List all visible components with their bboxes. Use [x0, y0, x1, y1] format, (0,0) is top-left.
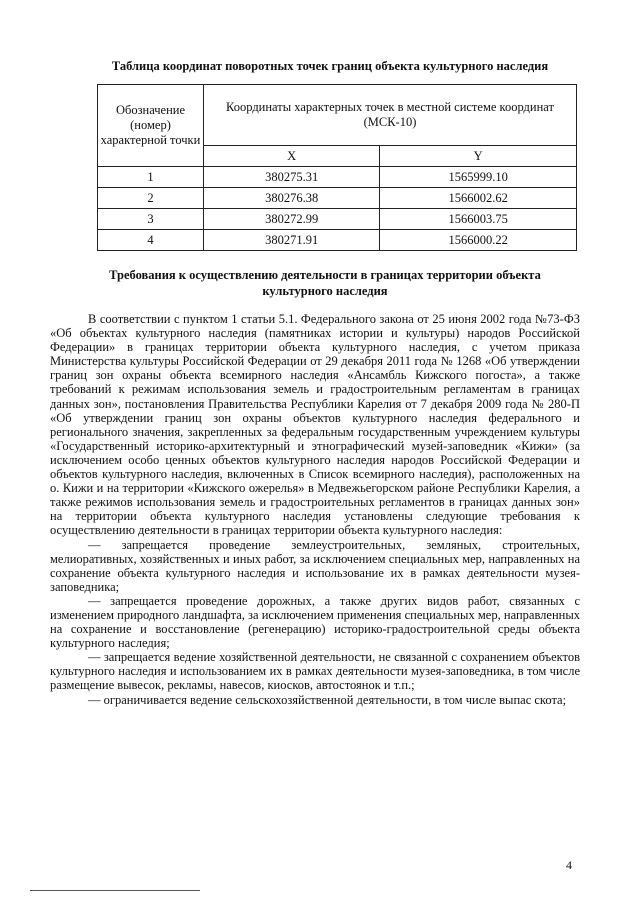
cell-x: 380275.31: [204, 167, 380, 188]
cell-point: 1: [98, 167, 204, 188]
table-row: [98, 230, 577, 251]
header-x: X: [204, 146, 380, 167]
cell-point: 3: [98, 209, 204, 230]
header-coordinates: Координаты характерных точек в местной системе координат (МСК-10): [204, 85, 577, 146]
page-number: 4: [566, 858, 572, 872]
table-title: Таблица координат поворотных точек границ объекта культурного наследия: [111, 59, 549, 73]
table-row: [98, 167, 577, 188]
footer-rule: [30, 890, 200, 891]
cell-x: 380271.91: [204, 230, 380, 251]
coordinates-table: [97, 84, 577, 251]
cell-y: 1565999.10: [380, 167, 577, 188]
requirements-body: [50, 312, 580, 707]
cell-point: 2: [98, 188, 204, 209]
header-y: Y: [380, 146, 577, 167]
header-point-label: Обозначение (номер) характерной точки: [98, 85, 204, 167]
cell-y: 1566002.62: [380, 188, 577, 209]
requirements-title: Требования к осуществлению деятельности в границах территории объекта культурного наследия: [109, 268, 541, 298]
cell-y: 1566000.22: [380, 230, 577, 251]
cell-x: 380276.38: [204, 188, 380, 209]
cell-point: 4: [98, 230, 204, 251]
requirement-item: — ограничивается ведение сельскохозяйственной деятельности, в том числе выпас скота;: [88, 692, 567, 707]
cell-x: 380272.99: [204, 209, 380, 230]
requirement-item: — запрещается проведение дорожных, а также других видов работ, связанных с изменением природного ландшафта, за исключением применения специальных мер, направленных на сохранение и восстановление (регенерацию) историко-градостроительной среды объекта культурного наследия;: [50, 593, 580, 651]
requirement-item: — запрещается ведение хозяйственной деятельности, не связанной с сохранением объектов культурного наследия и использованием их в рамках деятельности музея-заповедника, в том числе размещение вывесок, рекламы, навесов, киосков, автостоянок и т.п.;: [50, 650, 580, 693]
intro-paragraph: В соответствии с пунктом 1 статьи 5.1. Федерального закона от 25 июня 2002 года №73-ФЗ «Об объектах культурного наследия (памятниках истории и культуры) народов Российской Федерации» в границах территории объекта культурного наследия, с учетом приказа Министерства культуры Российской Федерации от 29 декабря 2011 года № 1268 «Об утверждении границ зон охраны объекта всемирного наследия «Ансамбль Кижского погоста», а также требований к режимам использования земель и градостроительным регламентам в границах данных зон», постановления Правительства Республики Карелия от 7 декабря 2009 года № 280-П «Об утверждении границ зон охраны объектов культурного наследия федерального и регионального значения, закрепленных за федеральным государственным учреждением культуры «Государственный историко-архитектурный и этнографический музей-заповедник «Кижи» (за исключением особо ценных объектов культурного наследия народов Российской Федерации и объектов культурного наследия, включенных в Список всемирного наследия), расположенных на о. Кижи и на территории «Кижского ожерелья» в Медвежьегорском районе Республики Карелия, а также режимов использования земель и градостроительных регламентов в границах данных зон» на территории объекта культурного наследия установлены следующие требования к осуществлению деятельности в границах территории объекта культурного наследия:: [50, 312, 580, 538]
table-header-row: [98, 85, 577, 146]
table-row: [98, 188, 577, 209]
requirement-item: — запрещается проведение землеустроительных, земляных, строительных, мелиоративных, хозяйственных и иных работ, за исключением специальных мер, направленных на сохранение объекта культурного наследия и использование их в рамках деятельности музея-заповедника;: [50, 537, 580, 594]
cell-y: 1566003.75: [380, 209, 577, 230]
table-row: [98, 209, 577, 230]
